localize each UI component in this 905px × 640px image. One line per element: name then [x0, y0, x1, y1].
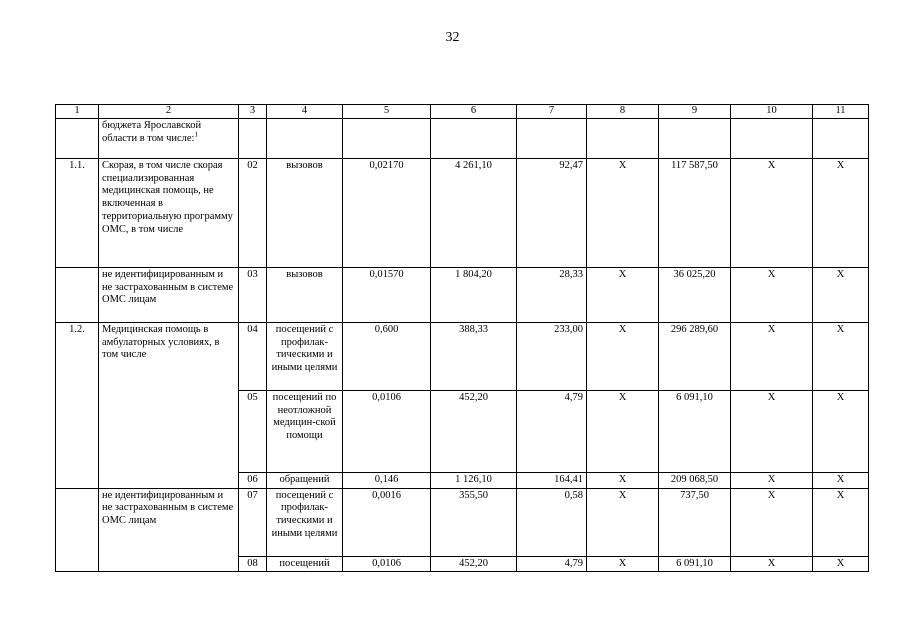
- row-code: 06: [239, 472, 267, 488]
- table-cell: Х: [813, 488, 869, 556]
- table-cell: 0,146: [343, 472, 431, 488]
- table-cell: Х: [731, 488, 813, 556]
- unit-cell: посещений с профилак-тическими и иными целями: [267, 322, 343, 390]
- table-cell: 0,0106: [343, 390, 431, 472]
- header-row: [56, 105, 869, 119]
- table-cell: 1 126,10: [431, 472, 517, 488]
- table-cell: 117 587,50: [659, 158, 731, 267]
- table-cell: 355,50: [431, 488, 517, 556]
- column-header-10: 10: [731, 105, 813, 119]
- table-cell: 452,20: [431, 390, 517, 472]
- table-cell: [731, 118, 813, 158]
- column-header-11: 11: [813, 105, 869, 119]
- table-cell: [343, 118, 431, 158]
- table-cell: Х: [813, 158, 869, 267]
- table-row: [56, 118, 869, 158]
- column-header-7: 7: [517, 105, 587, 119]
- column-header-6: 6: [431, 105, 517, 119]
- table-cell: Х: [813, 556, 869, 572]
- table-cell: 4,79: [517, 390, 587, 472]
- table-cell: Х: [587, 556, 659, 572]
- table-cell: 0,600: [343, 322, 431, 390]
- table-cell: Х: [813, 472, 869, 488]
- row-label: не идентифицированным и не застрахованным в системе ОМС лицам: [99, 267, 239, 322]
- row-label: Скорая, в том числе скорая специализированная медицинская помощь, не включенная в территориальную программу ОМС, в том числе: [99, 158, 239, 267]
- table-cell: 0,02170: [343, 158, 431, 267]
- table-cell: Х: [813, 267, 869, 322]
- column-header-3: 3: [239, 105, 267, 119]
- table-cell: [587, 118, 659, 158]
- row-code: 02: [239, 158, 267, 267]
- row-label: бюджета Ярославской области в том числе:: [102, 119, 202, 144]
- table-cell: Х: [731, 556, 813, 572]
- table-cell: 0,58: [517, 488, 587, 556]
- table-cell: 0,0106: [343, 556, 431, 572]
- table-cell: 4 261,10: [431, 158, 517, 267]
- footnote-mark: 1: [194, 130, 198, 139]
- table-cell: 164,41: [517, 472, 587, 488]
- table-cell: Х: [731, 472, 813, 488]
- table-cell: [431, 118, 517, 158]
- table-cell: 737,50: [659, 488, 731, 556]
- table-cell: Х: [587, 158, 659, 267]
- table-cell: 6 091,10: [659, 556, 731, 572]
- column-header-4: 4: [267, 105, 343, 119]
- table-cell: Х: [813, 322, 869, 390]
- table-cell: 28,33: [517, 267, 587, 322]
- table-cell: Х: [731, 158, 813, 267]
- table-cell: Х: [587, 267, 659, 322]
- table-cell: 36 025,20: [659, 267, 731, 322]
- table-row: [56, 488, 869, 556]
- row-code: 07: [239, 488, 267, 556]
- table-cell: Х: [587, 488, 659, 556]
- table-cell: [517, 118, 587, 158]
- unit-cell: посещений с профилак-тическими и иными целями: [267, 488, 343, 556]
- table-cell: Х: [813, 390, 869, 472]
- table-row: [56, 158, 869, 267]
- table-cell: Х: [731, 322, 813, 390]
- column-header-5: 5: [343, 105, 431, 119]
- table-cell: 209 068,50: [659, 472, 731, 488]
- column-header-1: 1: [56, 105, 99, 119]
- unit-cell: посещений: [267, 556, 343, 572]
- table-cell: Х: [731, 267, 813, 322]
- table-cell: Х: [587, 472, 659, 488]
- table-cell: [56, 118, 99, 158]
- table-row: [56, 267, 869, 322]
- row-code: 04: [239, 322, 267, 390]
- table-cell: [99, 118, 239, 158]
- table-cell: [659, 118, 731, 158]
- table-cell: [267, 118, 343, 158]
- unit-cell: посещений по неотложной медицин-ской помощи: [267, 390, 343, 472]
- table-cell: 388,33: [431, 322, 517, 390]
- table-cell: [239, 118, 267, 158]
- column-header-9: 9: [659, 105, 731, 119]
- table-cell: 233,00: [517, 322, 587, 390]
- row-code: 05: [239, 390, 267, 472]
- table-cell: 452,20: [431, 556, 517, 572]
- row-number: 1.1.: [56, 158, 99, 267]
- table-cell: 6 091,10: [659, 390, 731, 472]
- report-table: [55, 104, 869, 572]
- table-cell: [56, 267, 99, 322]
- table-cell: 0,01570: [343, 267, 431, 322]
- table-cell: 296 289,60: [659, 322, 731, 390]
- table-cell: [813, 118, 869, 158]
- unit-cell: обращений: [267, 472, 343, 488]
- table-cell: Х: [587, 322, 659, 390]
- page-number: 32: [445, 30, 460, 45]
- row-number: 1.2.: [56, 322, 99, 488]
- unit-cell: вызовов: [267, 267, 343, 322]
- table-cell: 1 804,20: [431, 267, 517, 322]
- table-cell: 0,0016: [343, 488, 431, 556]
- row-label: Медицинская помощь в амбулаторных условиях, в том числе: [99, 322, 239, 488]
- row-code: 08: [239, 556, 267, 572]
- table-row: [56, 322, 869, 390]
- table-cell: Х: [587, 390, 659, 472]
- unit-cell: вызовов: [267, 158, 343, 267]
- row-code: 03: [239, 267, 267, 322]
- table-cell: Х: [731, 390, 813, 472]
- row-label: не идентифицированным и не застрахованным в системе ОМС лицам: [99, 488, 239, 572]
- column-header-2: 2: [99, 105, 239, 119]
- table-cell: 4,79: [517, 556, 587, 572]
- table-cell: 92,47: [517, 158, 587, 267]
- table-cell: [56, 488, 99, 572]
- column-header-8: 8: [587, 105, 659, 119]
